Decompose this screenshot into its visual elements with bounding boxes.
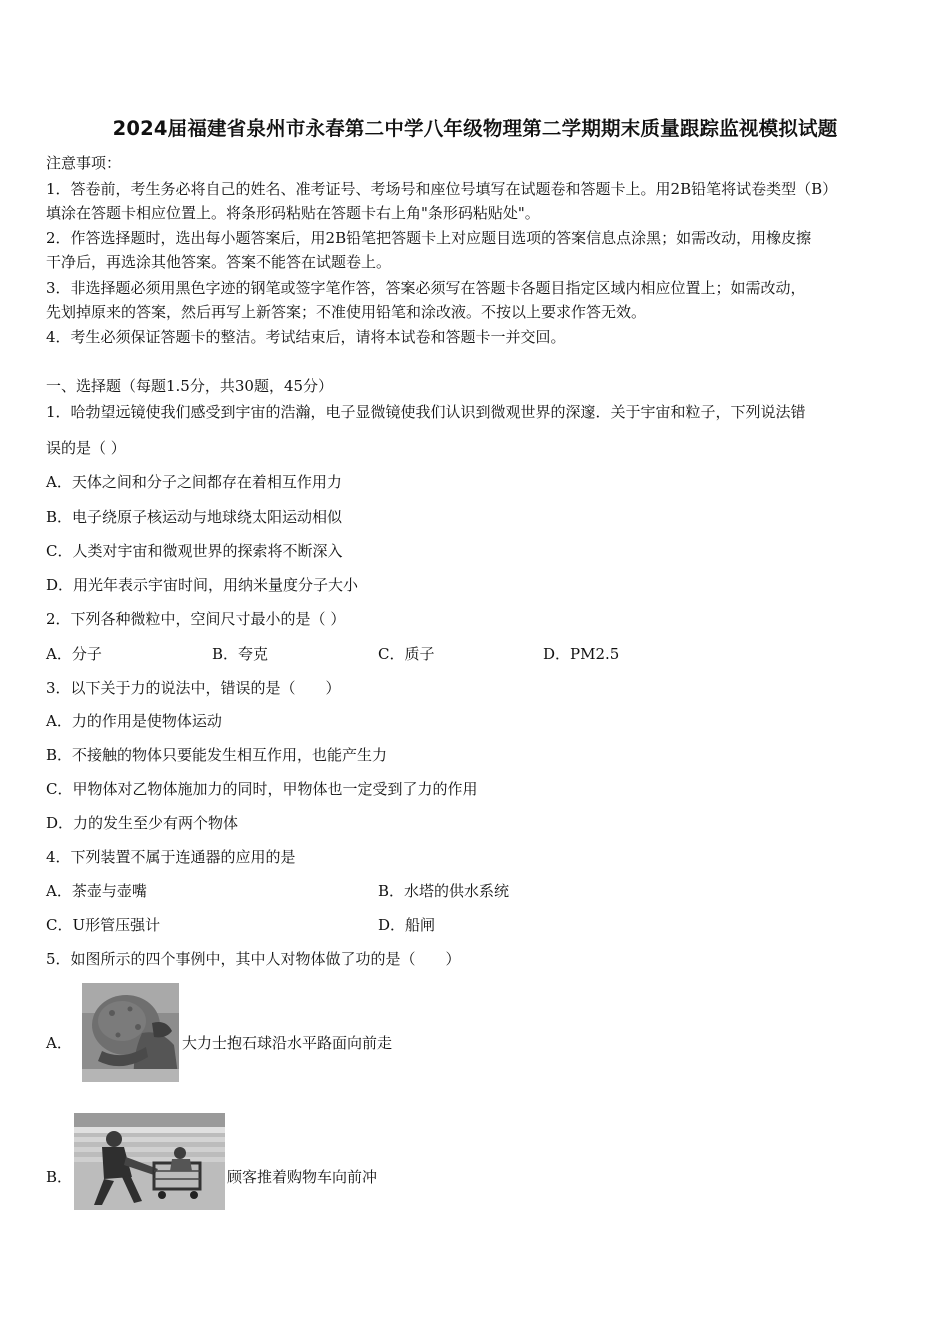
section-heading: 一、选择题（每题1.5分，共30题，45分） [46, 377, 334, 395]
question-stem: 2．下列各种微粒中，空间尺寸最小的是（ ） [46, 610, 346, 628]
option-c: C．甲物体对乙物体施加力的同时，甲物体也一定受到了力的作用 [46, 780, 478, 798]
option-a: A．天体之间和分子之间都存在着相互作用力 [46, 473, 342, 491]
notice-line: 先划掉原来的答案，然后再写上新答案；不准使用铅笔和涂改液。不按以上要求作答无效。 [46, 303, 647, 321]
option-b: B．电子绕原子核运动与地球绕太阳运动相似 [46, 508, 343, 526]
option-a-letter: A． [46, 1034, 72, 1052]
option-d: D．船闸 [378, 916, 436, 934]
option-b: B．水塔的供水系统 [378, 882, 510, 900]
option-a: A．力的作用是使物体运动 [46, 712, 222, 730]
option-b: B．夸克 [212, 645, 269, 663]
question-stem: 5．如图所示的四个事例中，其中人对物体做了功的是（ ） [46, 950, 461, 968]
question-stem: 误的是（ ） [46, 439, 126, 457]
notice-line: 干净后，再选涂其他答案。答案不能答在试题卷上。 [46, 253, 392, 271]
option-b-text: 顾客推着购物车向前冲 [227, 1168, 378, 1186]
option-b-letter: B． [46, 1168, 73, 1186]
shopping-cart-image [74, 1113, 225, 1210]
option-a: A．茶壶与壶嘴 [46, 882, 147, 900]
question-stem: 1．哈勃望远镜使我们感受到宇宙的浩瀚，电子显微镜使我们认识到微观世界的深邃．关于宇宙和粒子，下列说法错 [46, 403, 806, 421]
option-b: B．不接触的物体只要能发生相互作用，也能产生力 [46, 746, 388, 764]
question-stem: 3．以下关于力的说法中，错误的是（ ） [46, 679, 341, 697]
notice-line: 3．非选择题必须用黑色字迹的钢笔或签字笔作答，答案必须写在答题卡各题目指定区域内相应位置上；如需改动， [46, 279, 806, 297]
notice-line: 1．答卷前，考生务必将自己的姓名、准考证号、考场号和座位号填写在试题卷和答题卡上。用2B铅笔将试卷类型（B） [46, 180, 838, 198]
notice-line: 2．作答选择题时，选出每小题答案后，用2B铅笔把答题卡上对应题目选项的答案信息点涂黑；如需改动，用橡皮擦 [46, 229, 812, 247]
page-title: 2024届福建省泉州市永春第二中学八年级物理第二学期期末质量跟踪监视模拟试题 [112, 117, 838, 140]
option-a-text: 大力士抱石球沿水平路面向前走 [182, 1034, 393, 1052]
option-d: D．用光年表示宇宙时间，用纳米量度分子大小 [46, 576, 359, 594]
option-c: C．U形管压强计 [46, 916, 161, 934]
notice-line: 填涂在答题卡相应位置上。将条形码粘贴在答题卡右上角"条形码粘贴处"。 [46, 204, 540, 222]
notice-line: 4．考生必须保证答题卡的整洁。考试结束后，请将本试卷和答题卡一并交回。 [46, 328, 566, 346]
option-a: A．分子 [46, 645, 102, 663]
option-c: C．人类对宇宙和微观世界的探索将不断深入 [46, 542, 343, 560]
strongman-stone-ball-image [82, 983, 179, 1082]
option-d: D．PM2.5 [543, 645, 620, 663]
question-stem: 4．下列装置不属于连通器的应用的是 [46, 848, 296, 866]
option-c: C．质子 [378, 645, 435, 663]
option-d: D．力的发生至少有两个物体 [46, 814, 239, 832]
notice-heading: 注意事项： [46, 154, 122, 172]
